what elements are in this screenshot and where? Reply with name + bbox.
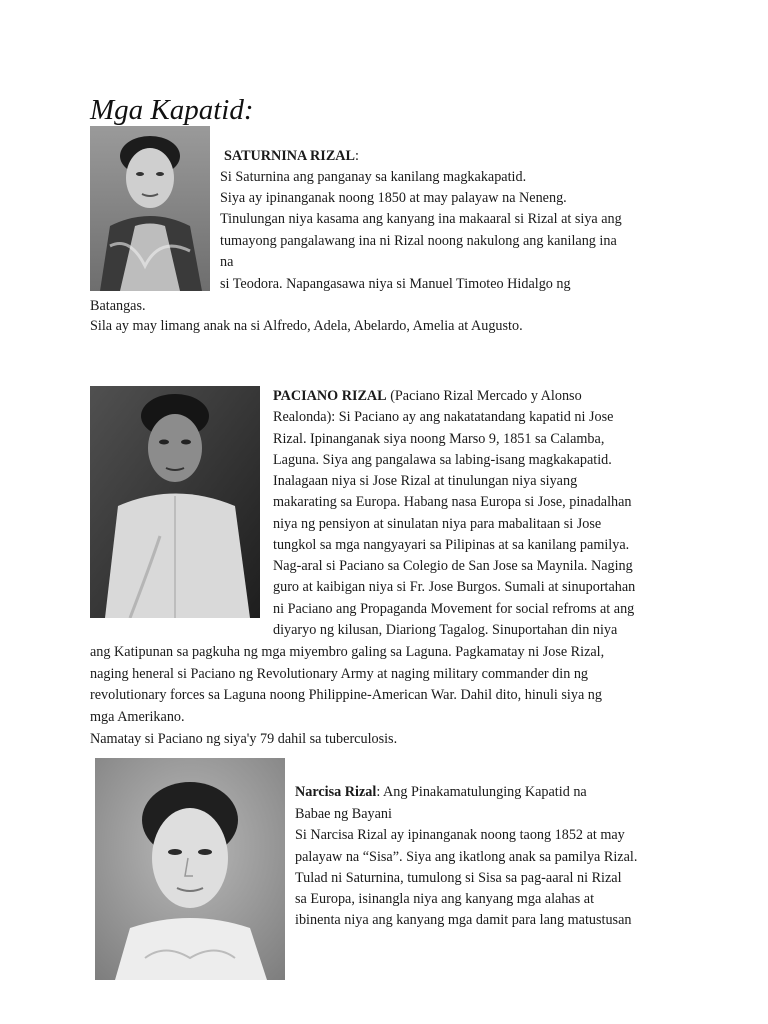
text-line: tungkol sa mga nangyayari sa Pilipinas at sa kanilang pamilya. xyxy=(273,537,630,553)
text-line: na xyxy=(220,254,234,270)
paciano-portrait-image xyxy=(90,386,260,618)
text-line: ibinenta niya ang kanyang mga damit para lang matustusan xyxy=(295,912,632,928)
text-line: tumayong pangalawang ina ni Rizal noong nakulong ang kanilang ina xyxy=(220,233,617,249)
text-line: Tinulungan niya kasama ang kanyang ina makaaral si Rizal at siya ang xyxy=(220,211,622,227)
text-line: Siya ay ipinanganak noong 1850 at may palayaw na Neneng. xyxy=(220,190,567,206)
text-line: Si Narcisa Rizal ay ipinanganak noong taong 1852 at may xyxy=(295,827,625,843)
text-line: si Teodora. Napangasawa niya si Manuel Timoteo Hidalgo ng xyxy=(220,276,571,292)
text-line: revolutionary forces sa Laguna noong Philippine-American War. Dahil dito, hinuli siya ng xyxy=(90,687,602,703)
text-line: Nag-aral si Paciano sa Colegio de San Jose sa Maynila. Naging xyxy=(273,558,633,574)
text-line: naging heneral si Paciano ng Revolutionary Army at naging military commander din ng xyxy=(90,666,589,682)
text-line: Batangas. xyxy=(90,298,146,314)
narcisa-heading: Narcisa Rizal: Ang Pinakamatulunging Kapatid na xyxy=(295,784,587,800)
text-line: ni Paciano ang Propaganda Movement for social refroms at ang xyxy=(273,601,635,617)
text-line: Realonda): Si Paciano ay ang nakatatandang kapatid ni Jose xyxy=(273,409,614,425)
saturnina-heading: SATURNINA RIZAL: xyxy=(224,148,359,164)
text-line: Rizal. Ipinanganak siya noong Marso 9, 1851 sa Calamba, xyxy=(273,431,605,447)
text-line: makarating sa Europa. Habang nasa Europa si Jose, pinadalhan xyxy=(273,494,632,510)
saturnina-name: SATURNINA RIZAL xyxy=(224,148,355,164)
text-line: Babae ng Bayani xyxy=(295,806,392,822)
text-line: sa Europa, isinangla niya ang kanyang mga alahas at xyxy=(295,891,595,907)
page-title: Mga Kapatid: xyxy=(90,94,254,126)
text-line: Inalagaan niya si Jose Rizal at tinulungan niya siyang xyxy=(273,473,578,489)
narcisa-portrait-image xyxy=(95,758,285,980)
text-line: Sila ay may limang anak na si Alfredo, Adela, Abelardo, Amelia at Augusto. xyxy=(90,318,523,334)
text-line: diyaryo ng kilusan, Diariong Tagalog. Sinuportahan din niya xyxy=(273,622,618,638)
paciano-name: PACIANO RIZAL xyxy=(273,388,387,404)
text-line: guro at kaibigan niya si Fr. Jose Burgos. Sumali at sinuportahan xyxy=(273,579,636,595)
text-line: mga Amerikano. xyxy=(90,709,185,725)
saturnina-portrait-image xyxy=(90,126,210,291)
saturnina-portrait xyxy=(90,126,210,291)
paciano-heading: PACIANO RIZAL (Paciano Rizal Mercado y Alonso xyxy=(273,388,582,404)
text-line: Namatay si Paciano ng siya'y 79 dahil sa tuberculosis. xyxy=(90,731,398,747)
text-line: Si Saturnina ang panganay sa kanilang magkakapatid. xyxy=(220,169,527,185)
text-line: Laguna. Siya ang pangalawa sa labing-isang magkakapatid. xyxy=(273,452,612,468)
text-line: niya ng pensiyon at sinulatan niya para mabalitaan si Jose xyxy=(273,516,602,532)
narcisa-portrait xyxy=(95,758,285,980)
narcisa-name: Narcisa Rizal xyxy=(295,784,377,800)
text-line: Tulad ni Saturnina, tumulong si Sisa sa pag-aaral ni Rizal xyxy=(295,870,622,886)
text-line: palayaw na “Sisa”. Siya ang ikatlong anak sa pamilya Rizal. xyxy=(295,849,638,865)
paciano-portrait xyxy=(90,386,260,618)
text-line: ang Katipunan sa pagkuha ng mga miyembro galing sa Laguna. Pagkamatay ni Jose Rizal, xyxy=(90,644,605,660)
